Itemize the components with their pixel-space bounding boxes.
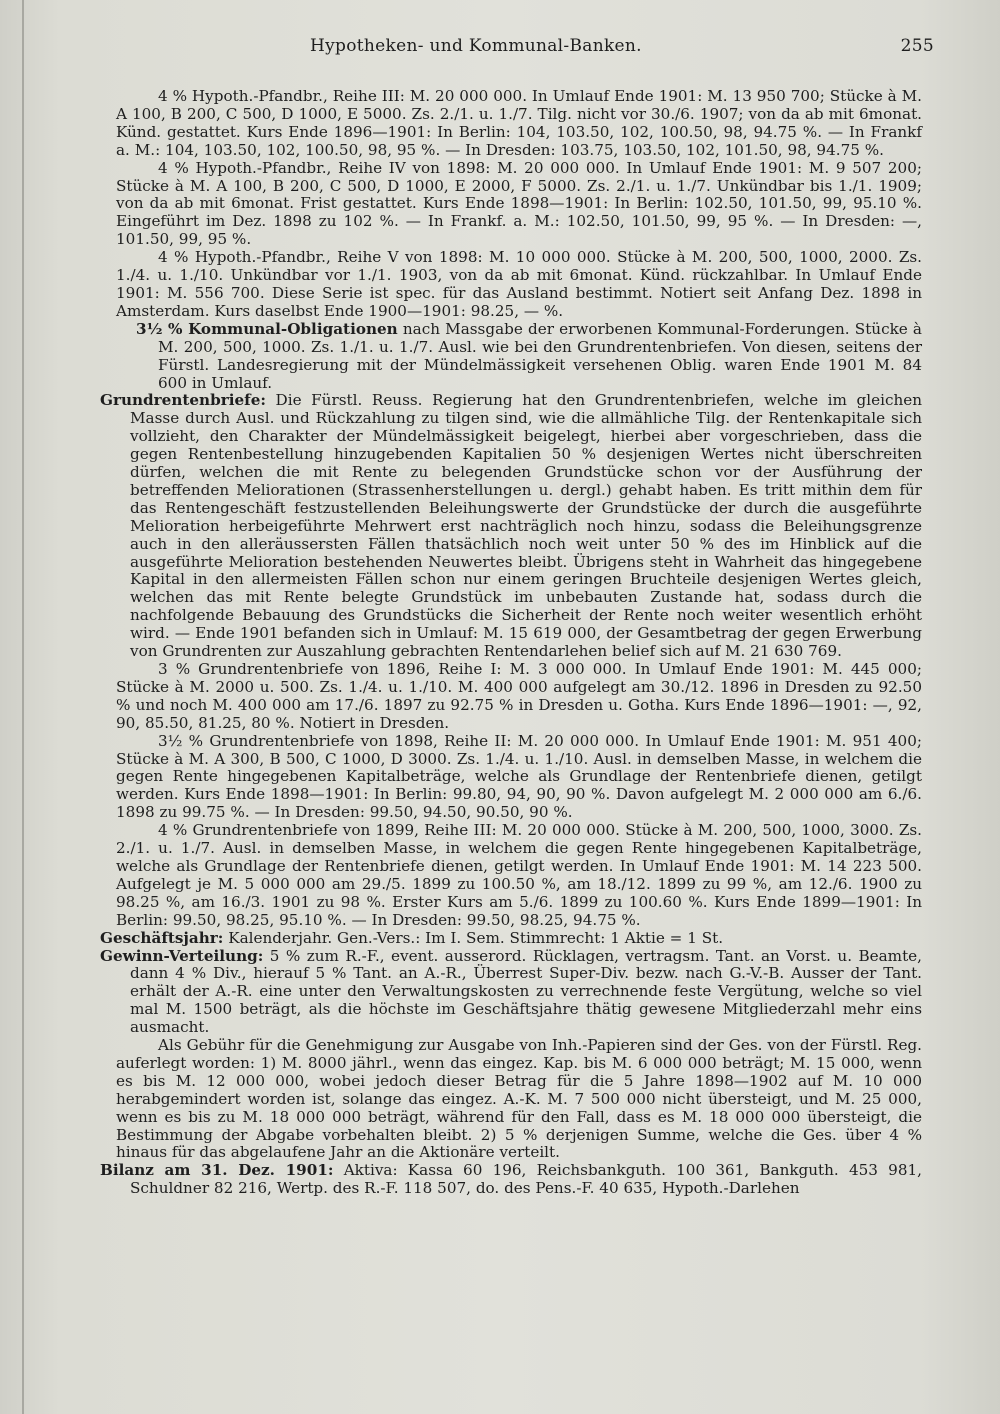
- paragraph-heading: Gewinn-Verteilung:: [100, 946, 264, 965]
- paragraph-text: 4 % Hypoth.-Pfandbr., Reihe IV von 1898: M. 20 000 000. In Umlauf Ende 1901: M. 9 507 200; Stücke à M. A 100, B 200, C 500, D 1000, E 2000, F 5000. Zs. 2./1. u. 1./7. Unkündbar bis 1./1. 1909; von da ab mit 6monat. Frist gestattet. Kurs Ende 1898—1901: In Berlin: 102.50, 101.50, 99, 95.10 %. Eingeführt im Dez. 1898 zu 102 %. — In Frankf. a. M.: 102.50, 101.50, 99, 95 %. — In Dresden: —, 101.50, 99, 95 %.: [116, 158, 922, 249]
- paragraph-pfandbr-reihe-3: [116, 88, 922, 160]
- paragraph-text: 3½ % Grundrentenbriefe von 1898, Reihe II: M. 20 000 000. In Umlauf Ende 1901: M. 951 400; Stücke à M. A 300, B 500, C 1000, D 3000. Zs. 1./4. u. 1./10. Ausl. in demselben Masse, in welchem die gegen Rente hingegebenen Kapitalbeträge, welche als Grundlage der Rentenbriefe dienen, getilgt werden. Kurs Ende 1898—1901: In Berlin: 99.80, 94, 90, 90 %. Davon aufgelegt M. 2 000 000 am 6./6. 1898 zu 99.75 %. — In Dresden: 99.50, 94.50, 90.50, 90 %.: [116, 731, 922, 822]
- paragraph-text: Kalenderjahr. Gen.-Vers.: Im I. Sem. Stimmrecht: 1 Aktie = 1 St.: [223, 928, 724, 947]
- header-title: Hypotheken- und Kommunal-Banken.: [310, 36, 642, 56]
- page-number: 255: [900, 36, 934, 56]
- paragraph-text: Aktiva: Kassa 60 196, Reichsbankguth. 100 361, Bankguth. 453 981, Schuldner 82 216, Wertp. des R.-F. 118 507, do. des Pens.-F. 40 635, Hypoth.-Darlehen: [130, 1161, 922, 1198]
- paragraph-text: Als Gebühr für die Genehmigung zur Ausgabe von Inh.-Papieren sind der Ges. von der Fürstl. Reg. auferlegt worden: 1) M. 8000 jährl., wenn das eingez. Kap. bis M. 6 000 000 beträgt; M. 15 000, wenn es bis M. 12 000 000, wobei jedoch dieser Betrag für die 5 Jahre 1898—1902 auf M. 10 000 herabgemindert worden ist, solange das eingez. A.-K. M. 7 500 000 nicht übersteigt, und M. 25 000, wenn es bis zu M. 18 000 000 beträgt, während für den Fall, dass es M. 18 000 000 übersteigt, die Bestimmung der Abgabe vorbehalten bleibt. 2) 5 % derjenigen Summe, welche die Ges. über 4 % hinaus für das abgelaufene Jahr an die Aktionäre verteilt.: [116, 1036, 922, 1162]
- paragraph-heading: Bilanz am 31. Dez. 1901:: [100, 1161, 334, 1180]
- paragraph-geschaeftsjahr: [100, 928, 922, 948]
- running-header: [110, 36, 940, 66]
- paragraph-kommunal-obligationen: [116, 321, 922, 393]
- paragraph-grundrentenbriefe-reihe-1: [116, 661, 922, 733]
- paragraph-gebuehr: [116, 1037, 922, 1162]
- paragraph-grundrentenbriefe-reihe-3: [116, 822, 922, 929]
- paragraph-text: 5 % zum R.-F., event. ausserord. Rücklagen, vertragsm. Tant. an Vorst. u. Beamte, dann 4 % Div., hierauf 5 % Tant. an A.-R., Überrest Super-Div. bezw. nach G.-V.-B. Ausser der Tant. erhält der A.-R. eine unter den Verwaltungskosten zu verrechnende feste Vergütung, welche so viel mal M. 1500 beträgt, als die höchste im Geschäftsjahre thätig gewesene Mitgliederzahl mehr eins ausmacht.: [130, 946, 922, 1037]
- paragraph-text: 4 % Hypoth.-Pfandbr., Reihe III: M. 20 000 000. In Umlauf Ende 1901: M. 13 950 700; Stücke à M. A 100, B 200, C 500, D 1000, E 5000. Zs. 2./1. u. 1./7. Tilg. nicht vor 30./6. 1907; von da ab mit 6monat. Künd. gestattet. Kurs Ende 1896—1901: In Berlin: 104, 103.50, 102, 100.50, 98, 94.75 %. — In Frankf a. M.: 104, 103.50, 102, 100.50, 98, 95 %. — In Dresden: 103.75, 103.50, 102, 101.50, 98, 94.75 %.: [116, 87, 922, 159]
- page-body: [100, 87, 922, 1198]
- page-spine: [22, 0, 24, 1414]
- paragraph-text: Die Fürstl. Reuss. Regierung hat den Grundrentenbriefen, welche im gleichen Masse durch Ausl. und Rückzahlung zu tilgen sind, wie die allmähliche Tilg. der Rentenkapitale sich vollzieht, den Charakter der Mündelmässigkeit beigelegt, hierbei aber vorgeschrieben, dass die gegen Rentenbestellung hinzugebenden Kapitalien 50 % desjenigen Wertes nicht überschreiten dürfen, welchen die mit Rente zu belegenden Grundstücke schon vor der Ausführung der betreffenden Meliorationen (Strassenherstellungen u. dergl.) gehabt haben. Es tritt mithin dem für das Rentengeschäft festzustellenden Beleihungswerte der Grundstücke der durch die ausgeführte Melioration herbeigeführte Mehrwert erst nachträglich noch hinzu, sodass die Beleihungsgrenze auch in den alleräussersten Fällen thatsächlich noch weit unter 50 % des im Hinblick auf die ausgeführte Melioration bestehenden Neuwertes bleibt. Übrigens steht in Wahrheit das hingegebene Kapital in den allermeisten Fällen schon nur einem geringen Bruchteile desjenigen Wertes gleich, welchen das mit Rente belegte Grundstück im unbebauten Zustande hat, sodass durch die nachfolgende Bebauung des Grundstücks die Sicherheit der Rente noch weiter wesentlich erhöht wird. — Ende 1901 befanden sich in Umlauf: M. 15 619 000, der Gesamtbetrag der gegen Erwerbung von Grundrenten zur Auszahlung gebrachten Rentendarlehen belief sich auf M. 21 630 769.: [130, 391, 922, 661]
- paragraph-text: 3 % Grundrentenbriefe von 1896, Reihe I: M. 3 000 000. In Umlauf Ende 1901: M. 445 000; Stücke à M. 2000 u. 500. Zs. 1./4. u. 1./10. M. 400 000 aufgelegt am 30./12. 1896 in Dresden zu 92.50 % und noch M. 400 000 am 17./6. 1897 zu 92.75 % in Dresden u. Gotha. Kurs Ende 1896—1901: —, 92, 90, 85.50, 81.25, 80 %. Notiert in Dresden.: [116, 660, 922, 732]
- paragraph-text: 4 % Hypoth.-Pfandbr., Reihe V von 1898: M. 10 000 000. Stücke à M. 200, 500, 1000, 2000. Zs. 1./4. u. 1./10. Unkündbar vor 1./1. 1903, von da ab mit 6monat. Künd. rückzahlbar. In Umlauf Ende 1901: M. 556 700. Diese Serie ist spec. für das Ausland bestimmt. Notiert seit Anfang Dez. 1898 in Amsterdam. Kurs daselbst Ende 1900—1901: 98.25, — %.: [116, 248, 922, 320]
- paragraph-grundrentenbriefe-reihe-2: [116, 733, 922, 823]
- paragraph-bilanz: [100, 1161, 922, 1198]
- paragraph-pfandbr-reihe-4: [116, 160, 922, 250]
- paragraph-heading: Grundrentenbriefe:: [100, 391, 266, 410]
- paragraph-text: nach Massgabe der erworbenen Kommunal-Forderungen. Stücke à M. 200, 500, 1000. Zs. 1./1. u. 1./7. Ausl. wie bei den Grundrentenbriefen. Von diesen, seitens der Fürstl. Landesregierung mit der Mündelmässigkeit versehenen Oblig. waren Ende 1901 M. 84 600 in Umlauf.: [158, 319, 922, 392]
- paragraph-text: 4 % Grundrentenbriefe von 1899, Reihe III: M. 20 000 000. Stücke à M. 200, 500, 1000, 3000. Zs. 2./1. u. 1./7. Ausl. in demselben Masse, in welchem die gegen Rente hingegebenen Kapitalbeträge, welche als Grundlage der Rentenbriefe dienen, getilgt werden. In Umlauf Ende 1901: M. 14 223 500. Aufgelegt je M. 5 000 000 am 29./5. 1899 zu 100.50 %, am 18./12. 1899 zu 99 %, am 12./6. 1900 zu 98.25 %, am 16./3. 1901 zu 98 %. Erster Kurs am 5./6. 1899 zu 100.60 %. Kurs Ende 1899—1901: In Berlin: 99.50, 98.25, 95.10 %. — In Dresden: 99.50, 98.25, 94.75 %.: [116, 821, 922, 929]
- paragraph-heading: 3½ % Kommunal-Obligationen: [136, 319, 398, 338]
- paragraph-gewinn-verteilung: [100, 946, 922, 1038]
- paragraph-pfandbr-reihe-5: [116, 249, 922, 321]
- paragraph-heading: Geschäftsjahr:: [100, 928, 224, 947]
- paragraph-grundrentenbriefe: [100, 391, 922, 661]
